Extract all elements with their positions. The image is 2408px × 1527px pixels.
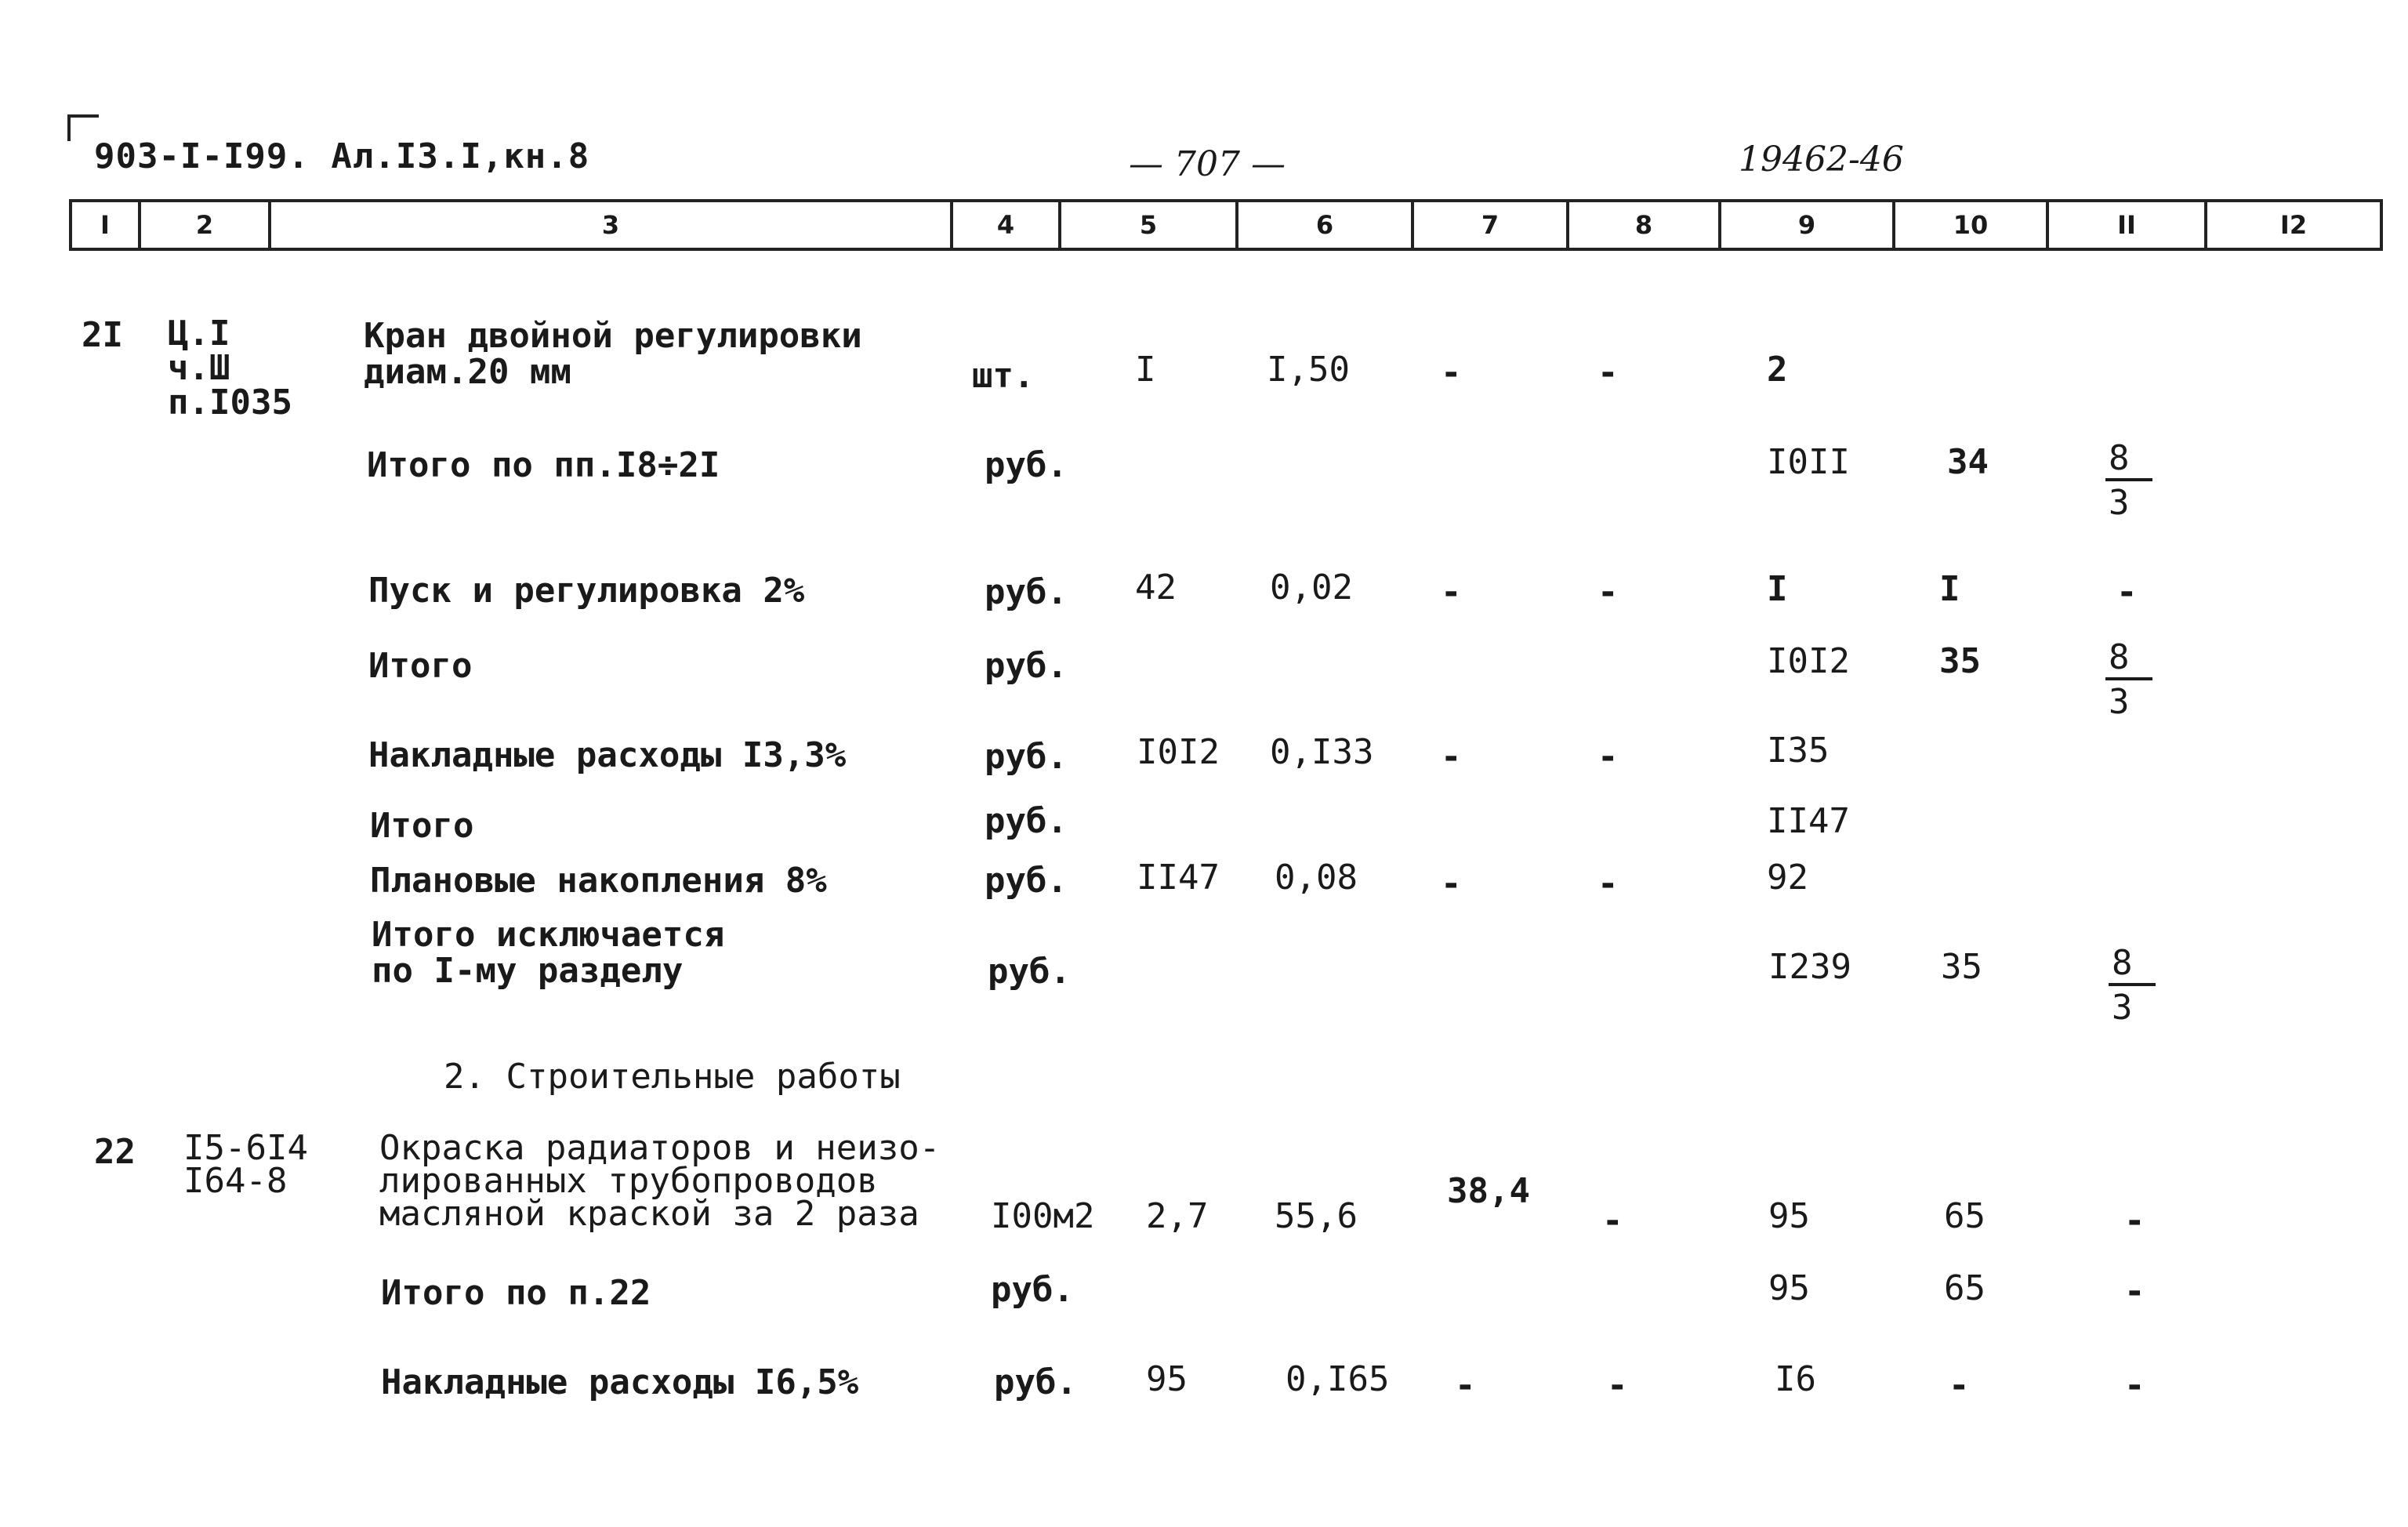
column-number: 3 xyxy=(268,202,950,248)
wages: 34 xyxy=(1947,442,1989,482)
quantity: 2,7 xyxy=(1146,1196,1209,1236)
col8-value: - xyxy=(1597,572,1619,612)
total-cost: 92 xyxy=(1767,858,1808,898)
column-number: 9 xyxy=(1718,202,1892,248)
col8-value: - xyxy=(1597,864,1619,904)
item-name: Кран двойной регулировки диам.20 мм xyxy=(364,316,862,392)
total-cost: 95 xyxy=(1768,1268,1810,1308)
column-number: I2 xyxy=(2204,202,2380,248)
machine-cost-fraction xyxy=(2105,637,2152,724)
column-number: 5 xyxy=(1058,202,1235,248)
unit: руб. xyxy=(985,801,1068,841)
machine-cost-fraction xyxy=(2105,438,2152,525)
wages: - xyxy=(1949,1366,1970,1405)
item-name: Итого xyxy=(370,806,474,846)
wages: I xyxy=(1939,569,1960,609)
row-number: 22 xyxy=(94,1132,136,1172)
row-number: 2I xyxy=(82,315,123,355)
column-number-row xyxy=(69,199,2383,251)
total-cost: I xyxy=(1767,569,1788,609)
norm-code: I5-6I4 I64-8 xyxy=(183,1128,308,1201)
norm-code: Ц.I ч.Ш п.I035 xyxy=(168,314,292,423)
col7-value: 38,4 xyxy=(1447,1171,1530,1211)
inventory-number: 19462-46 xyxy=(1739,140,1904,180)
col8-value: - xyxy=(1602,1201,1623,1241)
unit-price: I,50 xyxy=(1267,350,1350,390)
column-number: 6 xyxy=(1235,202,1411,248)
fraction-denominator: 3 xyxy=(2112,988,2133,1028)
unit-price: 0,I33 xyxy=(1270,732,1374,772)
quantity: II47 xyxy=(1137,858,1220,898)
item-name: Пуск и регулировка 2% xyxy=(368,571,805,611)
unit: руб. xyxy=(985,646,1068,686)
column-number: 8 xyxy=(1566,202,1718,248)
col7-value: - xyxy=(1441,353,1462,393)
unit: шт. xyxy=(972,356,1035,396)
col7-value: - xyxy=(1441,864,1462,904)
section-title: 2. Строительные работы xyxy=(444,1057,901,1097)
item-name: Окраска радиаторов и неизо- лированных трубопроводов масляной краской за 2 раза xyxy=(379,1128,941,1234)
total-cost: 2 xyxy=(1767,350,1788,390)
item-name: Итого по пп.I8÷2I xyxy=(367,445,720,485)
wages: 35 xyxy=(1939,641,1981,681)
total-cost: II47 xyxy=(1767,801,1850,841)
unit: руб. xyxy=(985,445,1068,485)
item-name: Плановые накопления 8% xyxy=(370,861,827,901)
column-number: 4 xyxy=(950,202,1058,248)
item-name: Накладные расходы I6,5% xyxy=(381,1362,859,1402)
unit: руб. xyxy=(994,1362,1077,1402)
fraction-numerator: 8 xyxy=(2109,945,2156,986)
machine-cost: - xyxy=(2116,572,2138,612)
total-cost: I35 xyxy=(1767,731,1830,771)
col8-value: - xyxy=(1597,353,1619,393)
wages: 65 xyxy=(1944,1196,1986,1236)
col8-value: - xyxy=(1597,737,1619,777)
machine-cost: - xyxy=(2124,1271,2145,1311)
col7-value: - xyxy=(1455,1366,1476,1405)
fraction-denominator: 3 xyxy=(2109,682,2130,722)
total-cost: 95 xyxy=(1768,1196,1810,1236)
total-cost: I239 xyxy=(1768,947,1851,987)
item-name: Итого по п.22 xyxy=(381,1273,651,1313)
unit: руб. xyxy=(985,572,1068,612)
total-cost: I0I2 xyxy=(1767,641,1850,681)
column-number: II xyxy=(2046,202,2204,248)
unit: руб. xyxy=(991,1270,1074,1310)
page-number: — 707 — xyxy=(1129,144,1286,184)
fraction-denominator: 3 xyxy=(2109,483,2130,523)
wages: 65 xyxy=(1944,1268,1986,1308)
column-number: 10 xyxy=(1892,202,2046,248)
document-code: 903-I-I99. Ал.I3.I,кн.8 xyxy=(94,136,590,176)
item-name: Итого xyxy=(368,646,473,686)
quantity: I xyxy=(1135,350,1156,390)
column-number: 7 xyxy=(1411,202,1566,248)
unit-price: 55,6 xyxy=(1275,1196,1358,1236)
column-number: 2 xyxy=(138,202,268,248)
item-name: Накладные расходы I3,3% xyxy=(368,735,847,775)
quantity: I0I2 xyxy=(1137,732,1220,772)
unit-price: 0,02 xyxy=(1270,568,1353,608)
wages: 35 xyxy=(1941,947,1982,987)
unit-price: 0,I65 xyxy=(1286,1359,1390,1399)
quantity: 42 xyxy=(1135,568,1177,608)
unit-price: 0,08 xyxy=(1275,858,1358,898)
unit: руб. xyxy=(985,737,1068,777)
fraction-numerator: 8 xyxy=(2105,640,2152,680)
col8-value: - xyxy=(1607,1366,1628,1405)
unit: I00м2 xyxy=(991,1196,1095,1236)
unit: руб. xyxy=(988,952,1071,992)
fraction-numerator: 8 xyxy=(2105,441,2152,481)
machine-cost: - xyxy=(2124,1366,2145,1405)
total-cost: I6 xyxy=(1775,1359,1816,1399)
item-name: Итого исключается по I-му разделу xyxy=(372,915,725,991)
unit: руб. xyxy=(985,861,1068,901)
col7-value: - xyxy=(1441,737,1462,777)
total-cost: I0II xyxy=(1767,442,1850,482)
machine-cost: - xyxy=(2124,1201,2145,1241)
quantity: 95 xyxy=(1146,1359,1188,1399)
col7-value: - xyxy=(1441,572,1462,612)
machine-cost-fraction xyxy=(2109,945,2156,1030)
column-number: I xyxy=(100,210,110,240)
